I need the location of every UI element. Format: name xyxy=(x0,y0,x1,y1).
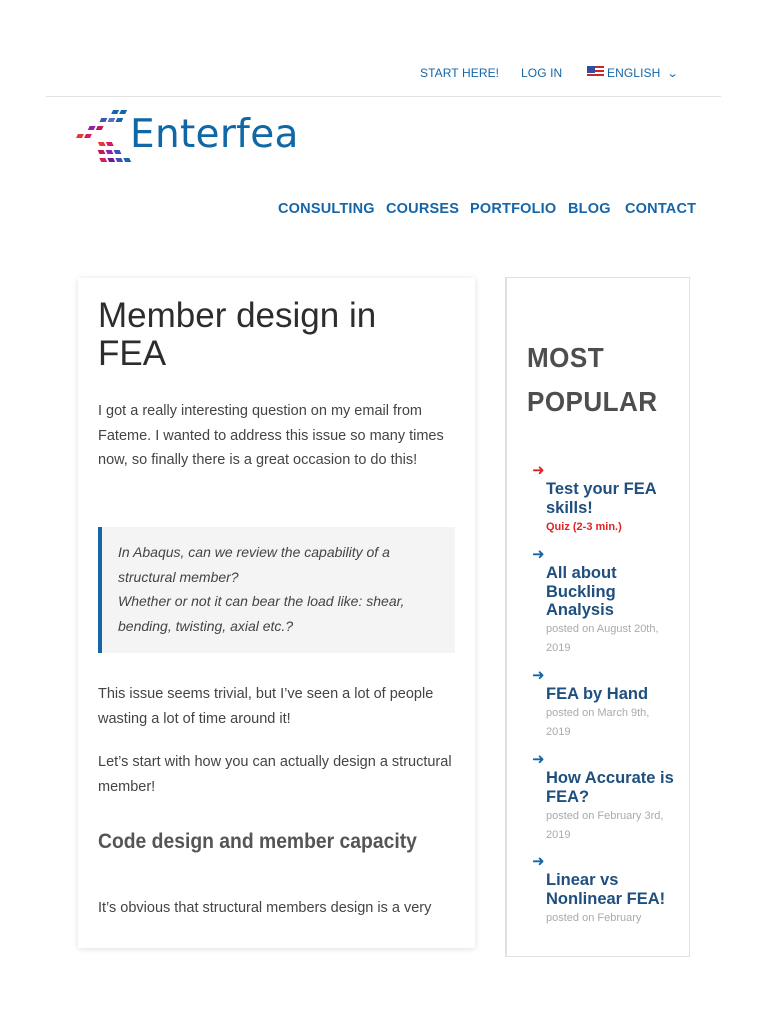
quote-line-2: Whether or not it can bear the load like: shear, bending, twisting, axial etc.? xyxy=(118,593,405,634)
popular-item-title[interactable]: All about Buckling Analysis xyxy=(546,564,617,619)
main-nav xyxy=(0,201,768,223)
nav-courses[interactable]: COURSES xyxy=(386,201,460,217)
most-popular-sidebar xyxy=(505,277,690,957)
log-in-link[interactable]: LOG IN xyxy=(521,66,563,80)
article-paragraph-2: This issue seems trivial, but I’ve seen a lot of people wasting a lot of time around it! xyxy=(98,686,434,727)
popular-item-title[interactable]: Test your FEA skills! xyxy=(546,480,657,517)
article-paragraph-4: It’s obvious that structural members design is a very xyxy=(98,900,432,916)
language-label: ENGLISH xyxy=(607,66,661,80)
popular-item-title[interactable]: How Accurate is FEA? xyxy=(546,769,674,806)
start-here-link[interactable]: START HERE! xyxy=(420,66,500,80)
popular-item-meta: posted on March 9th, 2019 xyxy=(546,707,650,738)
popular-item-title[interactable]: Linear vs Nonlinear FEA! xyxy=(546,871,666,908)
popular-item-title[interactable]: FEA by Hand xyxy=(546,685,649,703)
article-intro: I got a really interesting question on my email from Fateme. I wanted to address this issue so many times now, so finally there is a great occasion to do this! xyxy=(98,403,444,468)
nav-portfolio[interactable]: PORTFOLIO xyxy=(470,201,557,217)
quote-text xyxy=(118,540,448,638)
chevron-down-icon: ⌄ xyxy=(666,68,680,80)
sidebar-title: MOST POPULAR xyxy=(527,342,658,417)
popular-item-meta: Quiz (2-3 min.) xyxy=(546,521,622,533)
article-paragraph-3: Let’s start with how you can actually design a structural member! xyxy=(98,754,452,795)
top-bar xyxy=(46,56,721,97)
nav-contact[interactable]: CONTACT xyxy=(625,201,697,217)
popular-item-meta: posted on August 20th, 2019 xyxy=(546,623,659,654)
popular-item-meta: posted on February xyxy=(546,912,642,924)
brand-name[interactable]: Enterfea xyxy=(130,112,299,157)
blockquote xyxy=(98,527,455,653)
popular-item-meta: posted on February 3rd, 2019 xyxy=(546,810,664,841)
nav-consulting[interactable]: CONSULTING xyxy=(278,201,375,217)
section-heading: Code design and member capacity xyxy=(98,830,417,853)
article-card xyxy=(78,278,475,948)
article-title: Member design in FEA xyxy=(98,296,377,373)
arrow-right-icon: ➜ xyxy=(532,853,545,870)
arrow-right-icon: ➜ xyxy=(532,546,545,563)
us-flag-icon xyxy=(587,66,604,78)
arrow-right-icon: ➜ xyxy=(532,462,545,479)
quote-line-1: In Abaqus, can we review the capability of a structural member? xyxy=(118,544,390,585)
arrow-right-icon: ➜ xyxy=(532,751,545,768)
arrow-right-icon: ➜ xyxy=(532,667,545,684)
nav-blog[interactable]: BLOG xyxy=(568,201,611,217)
language-selector[interactable] xyxy=(587,66,678,80)
